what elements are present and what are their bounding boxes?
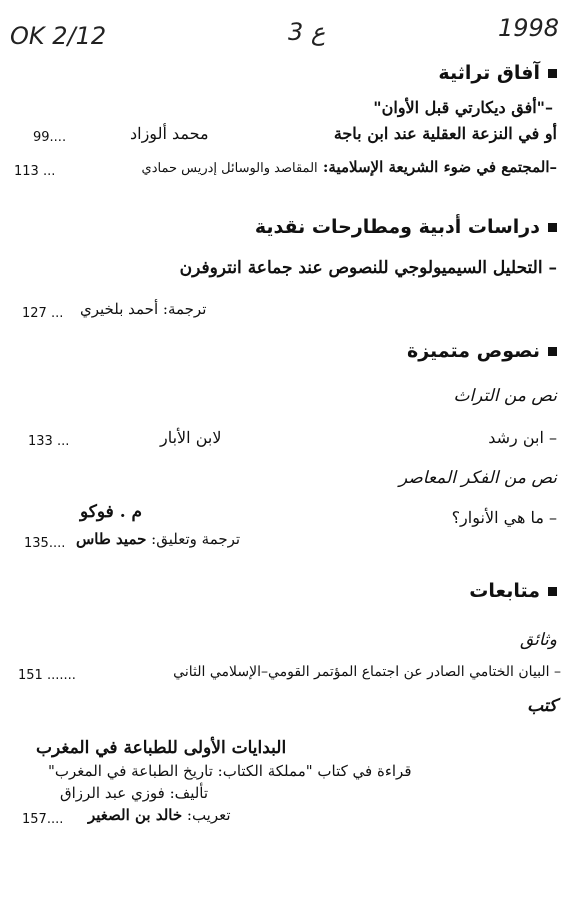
subsection-title: نص من التراث	[453, 386, 557, 406]
entry-subtitle: أو في النزعة العقلية عند ابن باجة	[333, 124, 557, 143]
entry-title: –المجتمع في ضوء الشريعة الإسلامية: المقاصد والوسائل إدريس حمادي	[141, 158, 557, 176]
square-bullet-icon	[548, 587, 557, 596]
entry-title: – ابن رشد	[488, 428, 557, 447]
page-number: 157....	[22, 812, 64, 827]
entry-line: تعريب: خالد بن الصغير	[88, 806, 231, 824]
handwritten-code: OK 2/12	[10, 22, 107, 50]
entry-line: قراءة في كتاب "مملكة الكتاب: تاريخ الطباعة في المغرب"	[48, 762, 412, 780]
entry-author: م . فوكو	[80, 502, 143, 522]
page-number: 127 ...	[22, 306, 64, 321]
square-bullet-icon	[548, 347, 557, 356]
handwritten-year: 1998	[498, 14, 560, 42]
entry-line: تأليف: فوزي عبد الرزاق	[60, 784, 209, 802]
section-title-heritage: آفاق تراثية	[438, 62, 557, 84]
entry-author: محمد ألوزاد	[130, 124, 209, 143]
handwritten-issue: 3 ع	[288, 18, 326, 46]
page-number: 133 ...	[28, 434, 70, 449]
page-number: 113 ...	[14, 164, 56, 179]
subsection-title: نص من الفكر المعاصر	[398, 468, 557, 488]
entry-title: البدايات الأولى للطباعة في المغرب	[36, 738, 287, 758]
square-bullet-icon	[548, 69, 557, 78]
entry-title: – البيان الختامي الصادر عن اجتماع المؤتمر القومي–الإسلامي الثاني	[173, 664, 561, 680]
section-title-texts: نصوص متميزة	[407, 340, 557, 362]
entry-translator: ترجمة: أحمد بلخيري	[80, 300, 207, 318]
entry-title: – التحليل السيميولوجي للنصوص عند جماعة انتروفرن	[179, 258, 557, 278]
page-number: 99....	[33, 130, 67, 145]
page-number: 135....	[24, 536, 66, 551]
subsection-title: كتب	[527, 696, 557, 716]
entry-title: –"أفق ديكارتي قبل الأوان"	[373, 98, 553, 117]
entry-translator: ترجمة وتعليق: حميد طاس	[76, 530, 241, 548]
page-number: 151 .......	[18, 668, 76, 683]
square-bullet-icon	[548, 223, 557, 232]
subsection-title: وثائق	[519, 630, 557, 650]
section-title-literary: دراسات أدبية ومطارحات نقدية	[255, 216, 557, 238]
entry-author: لابن الأبار	[160, 428, 222, 447]
entry-title: – ما هي الأنوار؟	[451, 508, 557, 527]
section-title-followups: متابعات	[469, 580, 557, 602]
